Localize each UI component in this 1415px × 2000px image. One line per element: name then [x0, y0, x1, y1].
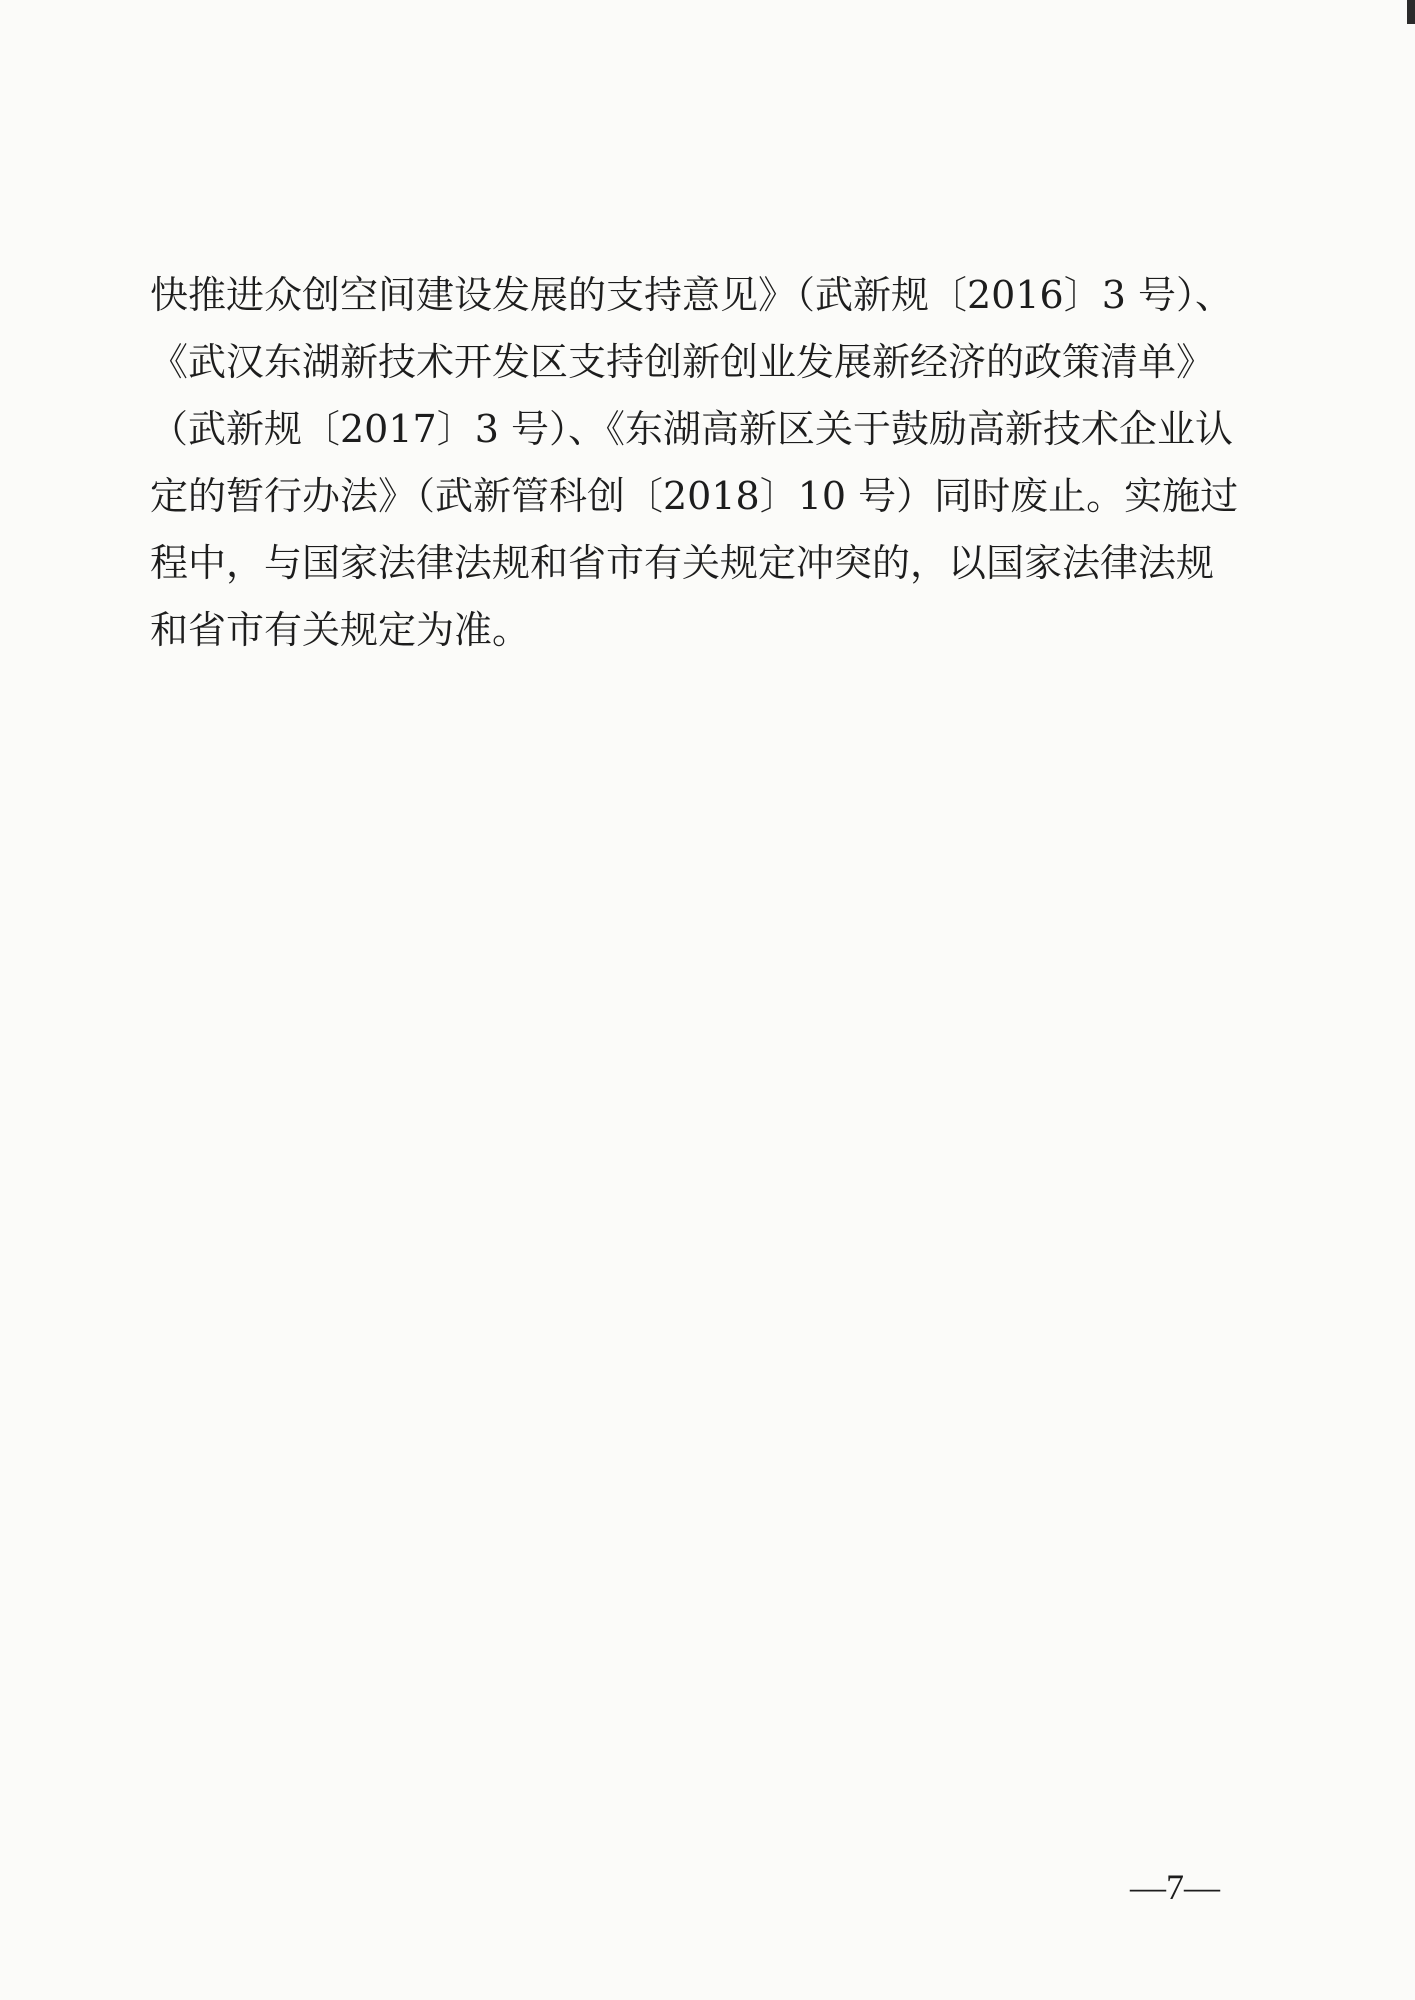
body-line: 程中，与国家法律法规和省市有关规定冲突的，以国家法律法规: [150, 541, 1215, 585]
scan-edge-mark: [1407, 0, 1415, 24]
page-number: —7—: [1130, 1867, 1220, 1907]
body-line: 和省市有关规定为准。: [150, 608, 531, 652]
body-paragraph: [150, 262, 1239, 664]
body-line: 《武汉东湖新技术开发区支持创新创业发展新经济的政策清单》: [150, 340, 1215, 384]
body-line: 定的暂行办法》（武新管科创〔2018〕10 号）同时废止。实施过: [150, 474, 1239, 518]
body-line: 快推进众创空间建设发展的支持意见》（武新规〔2016〕3 号）、: [150, 273, 1233, 317]
body-line: （武新规〔2017〕3 号）、《东湖高新区关于鼓励高新技术企业认: [150, 407, 1233, 451]
